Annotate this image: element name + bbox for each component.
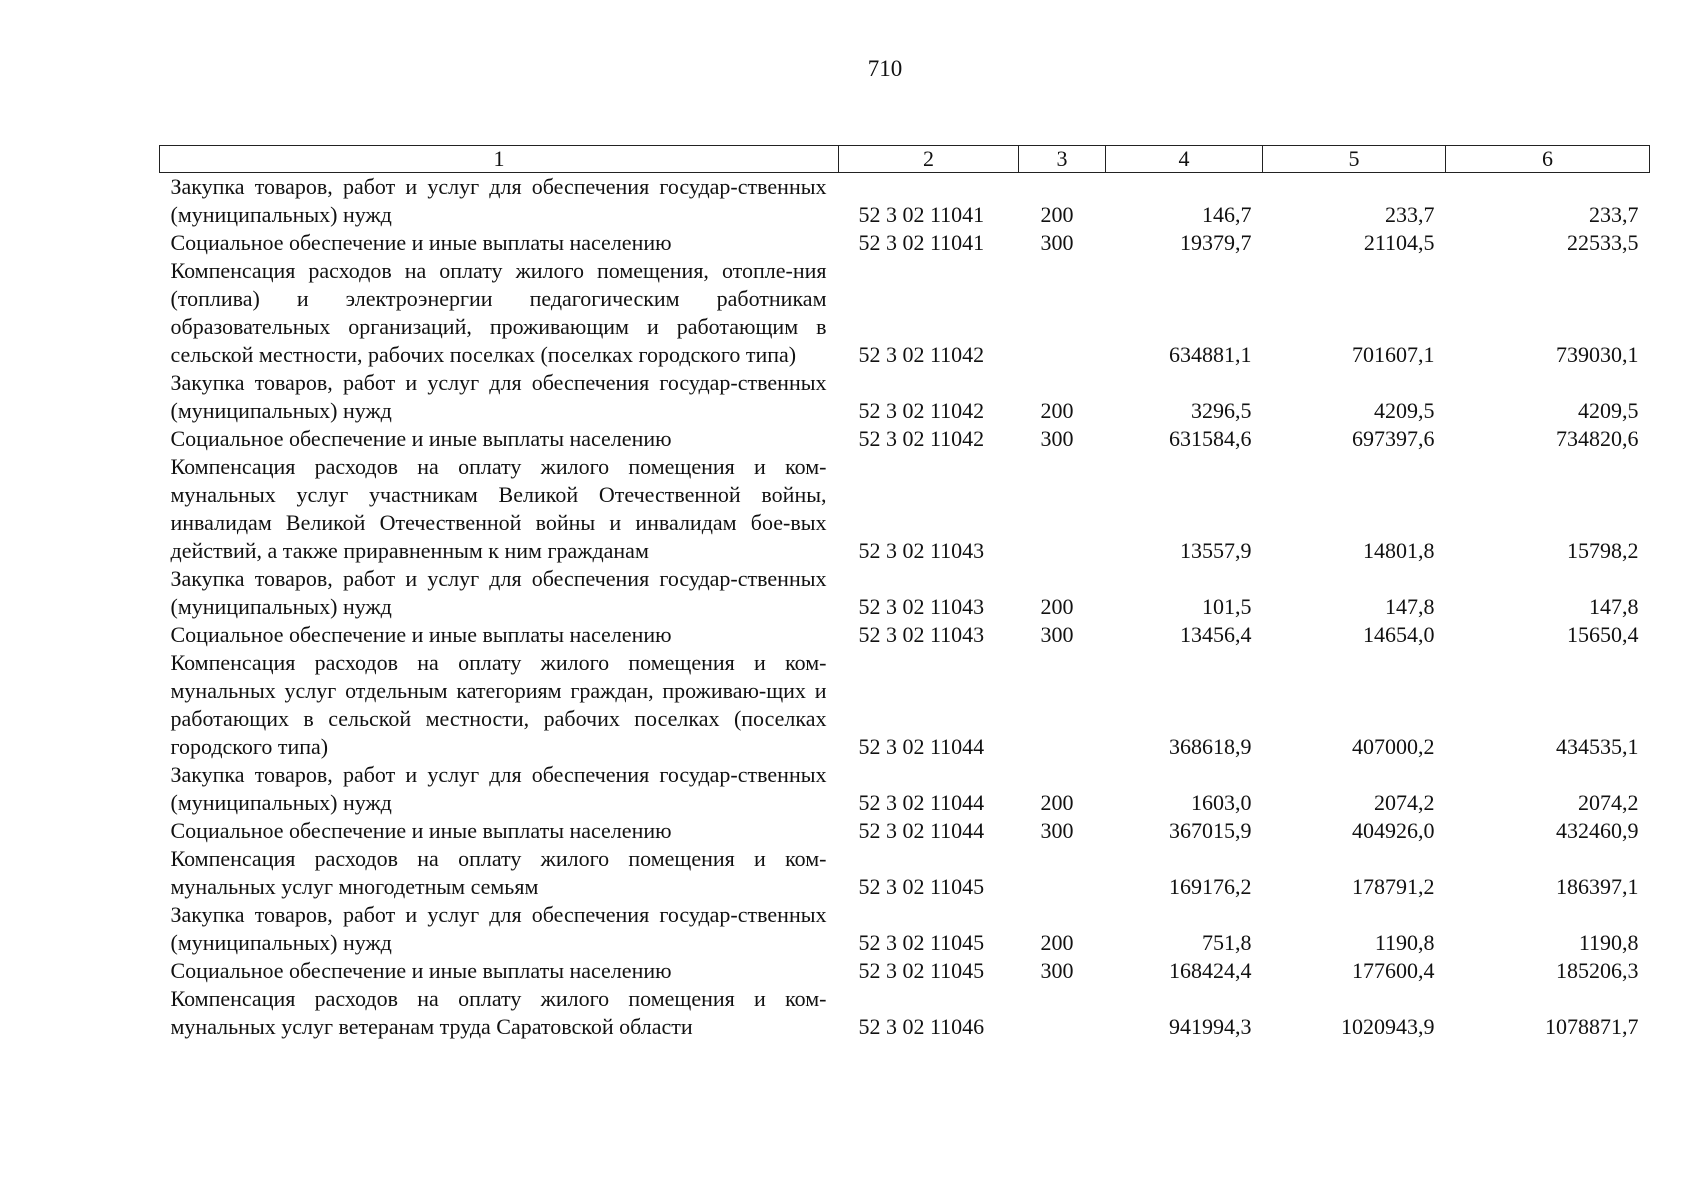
row-name: Компенсация расходов на оплату жилого помещения и ком-мунальных услуг ветеранам труда Саратовской области [170, 986, 827, 1039]
row-code: 52 3 02 11043 [858, 622, 985, 647]
row-value-6: 186397,1 [1556, 874, 1639, 899]
row-value-4: 367015,9 [1169, 818, 1252, 843]
table-header [160, 146, 1650, 173]
row-code: 52 3 02 11041 [858, 202, 985, 227]
row-code: 52 3 02 11042 [858, 398, 985, 423]
row-name: Компенсация расходов на оплату жилого помещения и ком-мунальных услуг участникам Великой Отечественной войны, инвалидам Великой Отечественной войны и инвалидам бое-вых действий, а также приравненным к ним гражданам [170, 454, 827, 563]
row-value-4: 13557,9 [1180, 538, 1252, 563]
row-value-6: 2074,2 [1578, 790, 1639, 815]
row-value-5: 1190,8 [1374, 930, 1435, 955]
row-value-6: 185206,3 [1556, 958, 1639, 983]
row-value-5: 4209,5 [1374, 398, 1435, 423]
row-code: 52 3 02 11045 [858, 874, 985, 899]
table-row [160, 229, 1650, 257]
row-value-4: 146,7 [1202, 202, 1252, 227]
row-value-5: 697397,6 [1352, 426, 1435, 451]
row-name: Закупка товаров, работ и услуг для обеспечения государ-ственных (муниципальных) нужд [170, 370, 827, 423]
row-value-6: 739030,1 [1556, 342, 1639, 367]
table-row [160, 621, 1650, 649]
row-code: 52 3 02 11045 [858, 958, 985, 983]
row-value-6: 15798,2 [1567, 538, 1639, 563]
row-name: Закупка товаров, работ и услуг для обеспечения государ-ственных (муниципальных) нужд [170, 762, 827, 815]
row-kvr: 200 [1040, 790, 1074, 815]
row-kvr: 200 [1040, 202, 1074, 227]
row-kvr: 200 [1040, 398, 1074, 423]
table-row [160, 957, 1650, 985]
table-row [160, 761, 1650, 817]
row-value-4: 13456,4 [1180, 622, 1252, 647]
row-value-4: 941994,3 [1169, 1014, 1252, 1039]
row-value-5: 147,8 [1385, 594, 1435, 619]
row-value-6: 22533,5 [1567, 230, 1639, 255]
budget-table [159, 145, 1650, 1041]
row-value-5: 701607,1 [1352, 342, 1435, 367]
row-value-6: 1190,8 [1578, 930, 1639, 955]
header-cell: 1 [160, 146, 839, 173]
row-value-5: 2074,2 [1374, 790, 1435, 815]
table-row [160, 817, 1650, 845]
row-kvr [1019, 845, 1106, 901]
row-code: 52 3 02 11043 [858, 538, 985, 563]
table-row [160, 985, 1650, 1041]
row-name: Компенсация расходов на оплату жилого помещения, отопле-ния (топлива) и электроэнергии педагогическим работникам образовательных организаций, проживающим и работающим в сельской местности, рабочих поселках (поселках городского типа) [170, 258, 827, 367]
row-kvr: 300 [1040, 230, 1074, 255]
row-code: 52 3 02 11046 [858, 1014, 985, 1039]
row-name: Социальное обеспечение и иные выплаты населению [170, 818, 672, 843]
table-row [160, 901, 1650, 957]
row-name: Компенсация расходов на оплату жилого помещения и ком-мунальных услуг многодетным семьям [170, 846, 827, 899]
row-code: 52 3 02 11045 [858, 930, 985, 955]
row-value-5: 1020943,9 [1341, 1014, 1435, 1039]
row-code: 52 3 02 11044 [858, 818, 985, 843]
table-body [160, 173, 1650, 1042]
row-value-4: 169176,2 [1169, 874, 1252, 899]
header-cell: 5 [1263, 146, 1446, 173]
row-code: 52 3 02 11042 [858, 342, 985, 367]
row-kvr [1019, 453, 1106, 565]
row-kvr [1019, 985, 1106, 1041]
row-value-4: 1603,0 [1191, 790, 1252, 815]
table-row [160, 453, 1650, 565]
table-row [160, 425, 1650, 453]
row-name: Закупка товаров, работ и услуг для обеспечения государ-ственных (муниципальных) нужд [170, 566, 827, 619]
row-value-6: 147,8 [1589, 594, 1639, 619]
row-name: Закупка товаров, работ и услуг для обеспечения государ-ственных (муниципальных) нужд [170, 902, 827, 955]
page-number: 710 [867, 56, 903, 81]
row-value-4: 631584,6 [1169, 426, 1252, 451]
header-cell: 6 [1446, 146, 1650, 173]
row-value-5: 404926,0 [1352, 818, 1435, 843]
row-value-6: 4209,5 [1578, 398, 1639, 423]
row-code: 52 3 02 11044 [858, 790, 985, 815]
row-value-6: 233,7 [1589, 202, 1639, 227]
row-name: Социальное обеспечение и иные выплаты населению [170, 230, 672, 255]
row-name: Социальное обеспечение и иные выплаты населению [170, 958, 672, 983]
row-kvr: 300 [1040, 818, 1074, 843]
row-value-4: 168424,4 [1169, 958, 1252, 983]
row-kvr: 300 [1040, 958, 1074, 983]
header-cell: 2 [839, 146, 1019, 173]
row-value-4: 751,8 [1202, 930, 1252, 955]
header-cell: 3 [1019, 146, 1106, 173]
row-value-4: 368618,9 [1169, 734, 1252, 759]
row-value-4: 3296,5 [1191, 398, 1252, 423]
row-kvr [1019, 257, 1106, 369]
row-value-6: 432460,9 [1556, 818, 1639, 843]
header-cell: 4 [1106, 146, 1263, 173]
row-value-5: 177600,4 [1352, 958, 1435, 983]
table-row [160, 565, 1650, 621]
row-kvr [1019, 649, 1106, 761]
row-value-4: 634881,1 [1169, 342, 1252, 367]
row-value-5: 14654,0 [1363, 622, 1435, 647]
header-row [160, 146, 1650, 173]
row-value-6: 1078871,7 [1545, 1014, 1639, 1039]
row-value-4: 19379,7 [1180, 230, 1252, 255]
row-value-4: 101,5 [1202, 594, 1252, 619]
table-row [160, 845, 1650, 901]
row-code: 52 3 02 11043 [858, 594, 985, 619]
row-value-5: 178791,2 [1352, 874, 1435, 899]
row-value-6: 734820,6 [1556, 426, 1639, 451]
table-row [160, 257, 1650, 369]
row-code: 52 3 02 11044 [858, 734, 985, 759]
row-name: Закупка товаров, работ и услуг для обеспечения государ-ственных (муниципальных) нужд [170, 174, 827, 227]
row-name: Социальное обеспечение и иные выплаты населению [170, 622, 672, 647]
row-value-6: 434535,1 [1556, 734, 1639, 759]
row-value-5: 14801,8 [1363, 538, 1435, 563]
row-name: Компенсация расходов на оплату жилого помещения и ком-мунальных услуг отдельным категориям граждан, проживаю-щих и работающих в сельской местности, рабочих поселках (поселках городского типа) [170, 650, 827, 759]
row-kvr: 300 [1040, 426, 1074, 451]
row-kvr: 200 [1040, 594, 1074, 619]
table-row [160, 649, 1650, 761]
row-value-6: 15650,4 [1567, 622, 1639, 647]
row-value-5: 233,7 [1385, 202, 1435, 227]
row-kvr: 300 [1040, 622, 1074, 647]
row-value-5: 21104,5 [1363, 230, 1435, 255]
table-row [160, 173, 1650, 230]
table-row [160, 369, 1650, 425]
row-kvr: 200 [1040, 930, 1074, 955]
row-code: 52 3 02 11041 [858, 230, 985, 255]
row-code: 52 3 02 11042 [858, 426, 985, 451]
row-value-5: 407000,2 [1352, 734, 1435, 759]
row-name: Социальное обеспечение и иные выплаты населению [170, 426, 672, 451]
